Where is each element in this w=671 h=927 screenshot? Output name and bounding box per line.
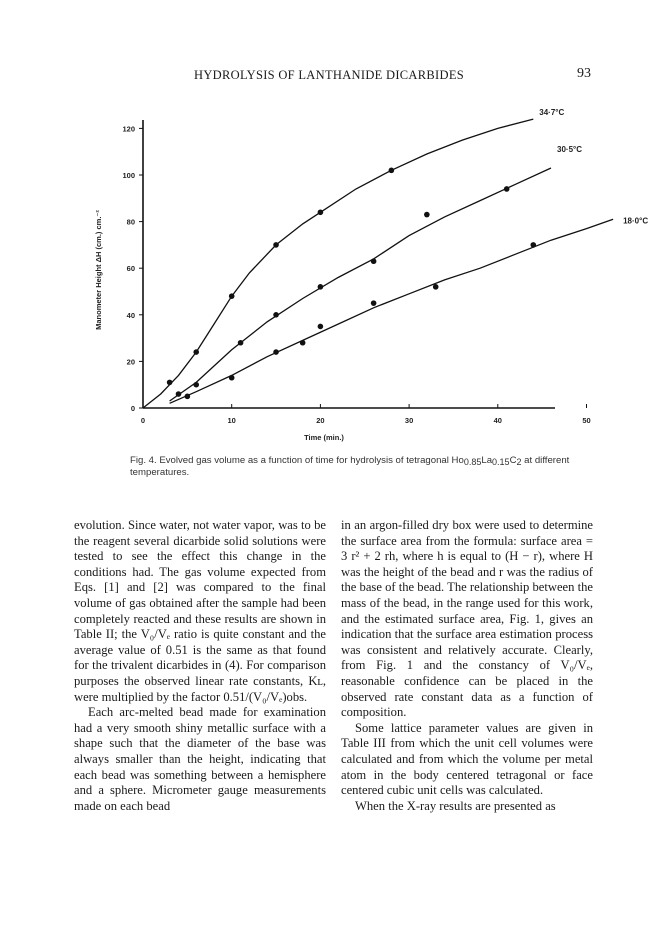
chart-ticks — [122, 124, 590, 425]
y-tick-label: 120 — [122, 124, 135, 134]
paragraph: Some lattice parameter values are given in Table III from which the unit cell volumes were calculated and from which the volume per metal atom in the body centered tetragonal or face centered cubic unit cells was calculated. — [341, 720, 593, 798]
data-point — [318, 209, 324, 215]
chart-points — [167, 168, 536, 400]
paragraph: evolution. Since water, not water vapor, was to be the reagent several dicarbide solid solutions were tested to see the effect this change in the conditions had. The gas volume expected from Eqs. [1] and [2] was compared to the final volume of gas obtained after the sample had been completely reacted and these results are shown in Table II; the V₀/Vₑ ratio is quite constant and the average value of 0.51 is the same as that found for the trivalent dicarbides in (4). For comparison purposes the observed linear rate constants, Kʟ, were multiplied by the factor 0.51/(V₀/Vₑ)obs. — [74, 518, 326, 704]
data-point — [185, 394, 191, 400]
data-point — [504, 186, 510, 192]
figure-chart — [0, 0, 671, 450]
figure-caption: Fig. 4. Evolved gas volume as a function of time for hydrolysis of tetragonal $Ho_{0.85}La_{0.15}C_2$ at different temperatures. — [130, 455, 570, 478]
x-tick-label: 40 — [493, 416, 502, 425]
x-tick-label: 10 — [227, 416, 236, 425]
data-point — [229, 293, 235, 299]
data-point — [424, 212, 430, 218]
data-point — [238, 340, 244, 346]
y-tick-label: 100 — [122, 171, 135, 180]
paragraph: in an argon-filled dry box were used to determine the surface area from the formula: surface area = 3 r² + 2 rh, where h is equal to (H − r), where H was the height of the bead and r was the radius of the base of the bead. The relationship between the mass of the bead, in the range used for this work, and the estimated surface area, Fig. 1, gives an indication that the surface area estimation process was consistent and relatively accurate. Clearly, from Fig. 1 and the constancy of V₀/Vₑ, reasonable confidence can be placed in the observed rate constant data as a function of composition. — [341, 518, 593, 720]
series-label: 34·7°C — [539, 108, 565, 118]
data-point — [193, 349, 199, 355]
data-point — [193, 382, 199, 388]
y-tick-label: 20 — [126, 357, 135, 367]
data-point — [318, 324, 324, 330]
page-number: 93 — [577, 66, 591, 81]
series-label: 30·5°C — [557, 145, 583, 155]
y-tick-label: 80 — [126, 217, 135, 227]
series-label: 18·0°C — [623, 216, 649, 226]
running-title: HYDROLYSIS OF LANTHANIDE DICARBIDES — [194, 68, 465, 82]
data-point — [176, 391, 182, 397]
data-point — [389, 168, 395, 174]
chart-lines — [143, 119, 613, 408]
right-column — [341, 518, 593, 814]
x-tick-label: 30 — [404, 416, 414, 425]
chart-axes — [143, 120, 555, 408]
data-point — [371, 258, 377, 264]
data-point — [273, 242, 279, 248]
x-tick-label: 0 — [140, 416, 146, 425]
series-line — [143, 119, 533, 408]
paragraph: When the X-ray results are presented as — [355, 798, 556, 813]
data-point — [318, 284, 324, 290]
data-point — [530, 242, 536, 248]
data-point — [433, 284, 439, 290]
paragraph: Each arc-melted bead made for examination had a very smooth shiny metallic surface with a shape such that the diameter of the base was always smaller than the height, indicating that each bead was something between a hemisphere and a sphere. Micrometer gauge measurements made on each bead — [74, 705, 326, 813]
x-tick-label: 20 — [316, 416, 325, 425]
y-axis-label: Manometer Height ΔH (cm.) cm.⁻² — [94, 210, 103, 330]
y-tick-label: 0 — [130, 404, 135, 413]
data-point — [273, 312, 279, 318]
x-axis-label: Time (min.) — [304, 433, 344, 442]
data-point — [167, 380, 173, 386]
data-point — [371, 300, 377, 306]
data-point — [229, 375, 235, 381]
data-point — [300, 340, 306, 346]
y-tick-label: 60 — [126, 264, 135, 274]
y-tick-label: 40 — [126, 310, 135, 320]
chart-series-labels — [539, 108, 648, 225]
x-tick-label: 50 — [582, 416, 591, 425]
series-line — [170, 168, 551, 401]
left-column — [74, 518, 326, 814]
data-point — [273, 349, 279, 355]
